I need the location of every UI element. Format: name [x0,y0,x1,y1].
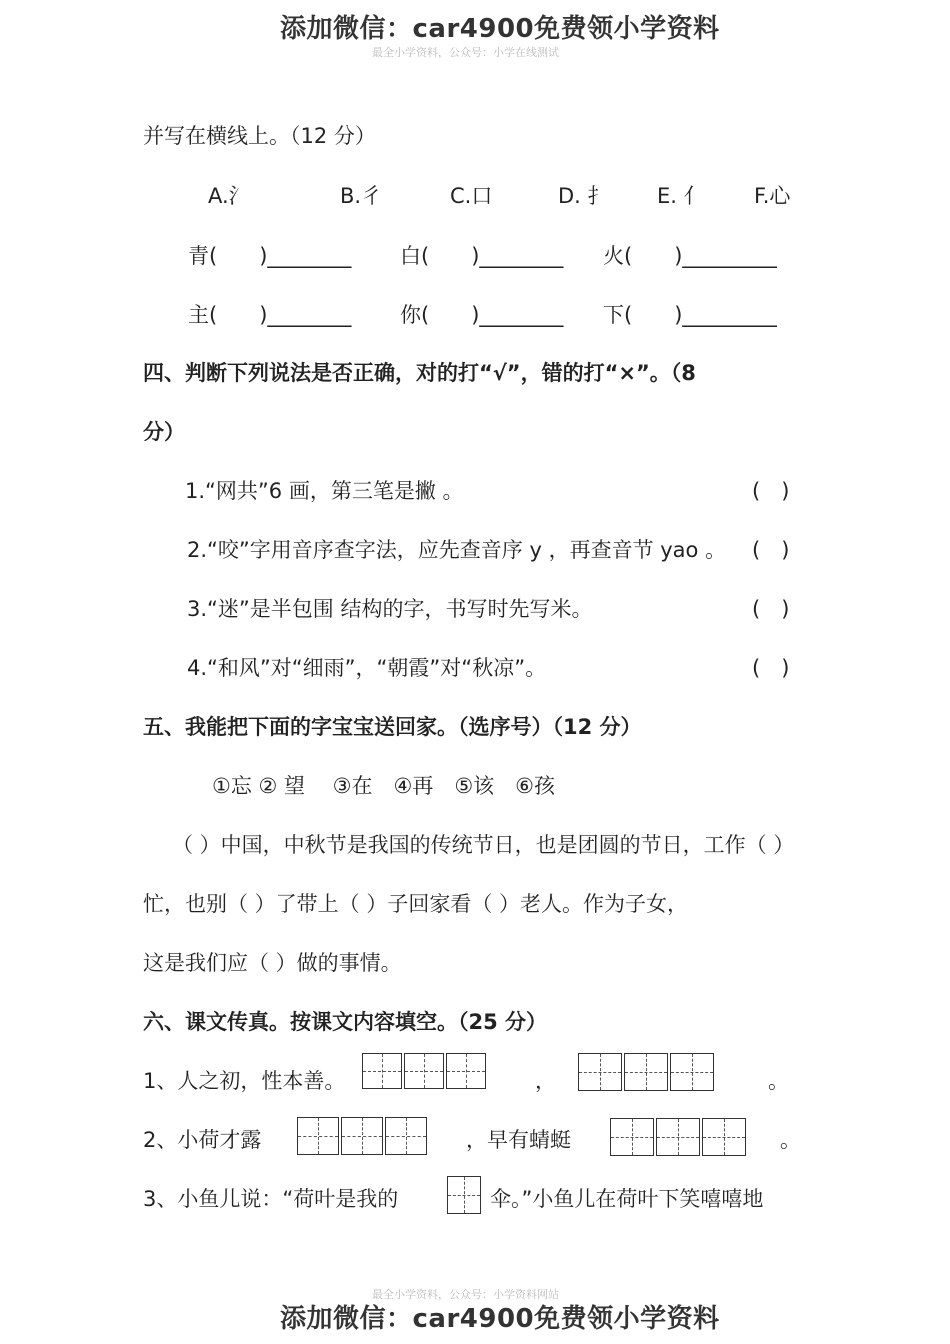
q1-text: 1、人之初，性本善。 [143,1069,346,1093]
radical-option: B.彳 [340,184,383,208]
fill-blank-item[interactable]: 你( )________ [400,303,564,327]
q3-end: 伞。”小鱼儿在荷叶下笑嘻嘻地 [490,1187,764,1211]
q2-end: 。 [780,1128,801,1152]
judge-item: 4.“和风”对“细雨”，“朝霞”对“秋凉”。 [187,656,547,680]
tianzige-cell[interactable] [404,1053,444,1089]
fill-blank-item[interactable]: 火( )_________ [603,244,777,268]
section4-title-cont: 分） [143,420,185,444]
q2-mid: ，早有蜻蜓 [466,1128,571,1152]
watermark-bottom-sub: 最全小学资料，公众号：小学资料网站 [372,1288,559,1301]
tianzige-cell[interactable] [297,1117,339,1155]
section5-line: 这是我们应（ ）做的事情。 [143,951,402,975]
judge-item: 1.“网共”6 画，第三笔是撇 。 [185,479,464,503]
section5-title: 五、我能把下面的字宝宝送回家。（选序号）（12 分） [143,715,642,739]
section5-line: 忙，也别（ ）了带上（ ）子回家看（ ）老人。作为子女， [143,892,689,916]
tianzige-group[interactable] [578,1053,716,1091]
judge-bracket[interactable]: ( ) [752,597,790,621]
tianzige-cell[interactable] [656,1118,700,1156]
tianzige-group[interactable] [610,1118,748,1156]
watermark-top-sub: 最全小学资料，公众号：小学在线测试 [372,46,559,59]
fill-blank-item[interactable]: 主( )________ [188,303,352,327]
judge-bracket[interactable]: ( ) [752,656,790,680]
tianzige-cell[interactable] [362,1053,402,1089]
section5-options: ①忘 ② 望 ③在 ④再 ⑤该 ⑥孩 [212,774,555,798]
tianzige-cell[interactable] [624,1053,668,1091]
tianzige-group[interactable] [362,1053,488,1089]
tianzige-cell[interactable] [385,1117,427,1155]
tianzige-cell[interactable] [670,1053,714,1091]
fill-blank-item[interactable]: 白( )________ [400,244,564,268]
q1-end: 。 [768,1069,789,1093]
watermark-bottom: 添加微信：car4900免费领小学资料 [280,1304,720,1334]
tianzige-group[interactable] [447,1176,483,1214]
tianzige-cell[interactable] [447,1176,481,1214]
fill-blank-item[interactable]: 下( )_________ [603,303,777,327]
section4-title: 四、判断下列说法是否正确，对的打“√”，错的打“×”。（8 [143,361,696,385]
tianzige-cell[interactable] [578,1053,622,1091]
section3-intro: 并写在横线上。（12 分） [143,124,376,148]
tianzige-cell[interactable] [341,1117,383,1155]
q2-text: 2、小荷才露 [143,1128,262,1152]
q1-comma: ， [535,1069,556,1093]
watermark-top: 添加微信：car4900免费领小学资料 [280,14,720,44]
radical-option: E. 亻 [657,184,705,208]
radical-option: C.口 [450,184,493,208]
q3-text: 3、小鱼儿说：“荷叶是我的 [143,1187,399,1211]
fill-blank-item[interactable]: 青( )________ [188,244,352,268]
tianzige-cell[interactable] [702,1118,746,1156]
judge-item: 2.“咬”字用音序查字法，应先查音序 y ，再查音节 yao 。 [187,538,727,562]
judge-bracket[interactable]: ( ) [752,479,790,503]
tianzige-cell[interactable] [610,1118,654,1156]
judge-item: 3.“迷”是半包围 结构的字，书写时先写米。 [187,597,593,621]
judge-bracket[interactable]: ( ) [752,538,790,562]
radical-option: F.心 [754,184,791,208]
section6-title: 六、课文传真。按课文内容填空。（25 分） [143,1010,548,1034]
section5-line: （ ）中国，中秋节是我国的传统节日，也是团圆的节日，工作（ ） [172,833,795,857]
radical-option: A.氵 [208,184,250,208]
tianzige-cell[interactable] [446,1053,486,1089]
tianzige-group[interactable] [297,1117,429,1155]
radical-option: D. 扌 [558,184,609,208]
